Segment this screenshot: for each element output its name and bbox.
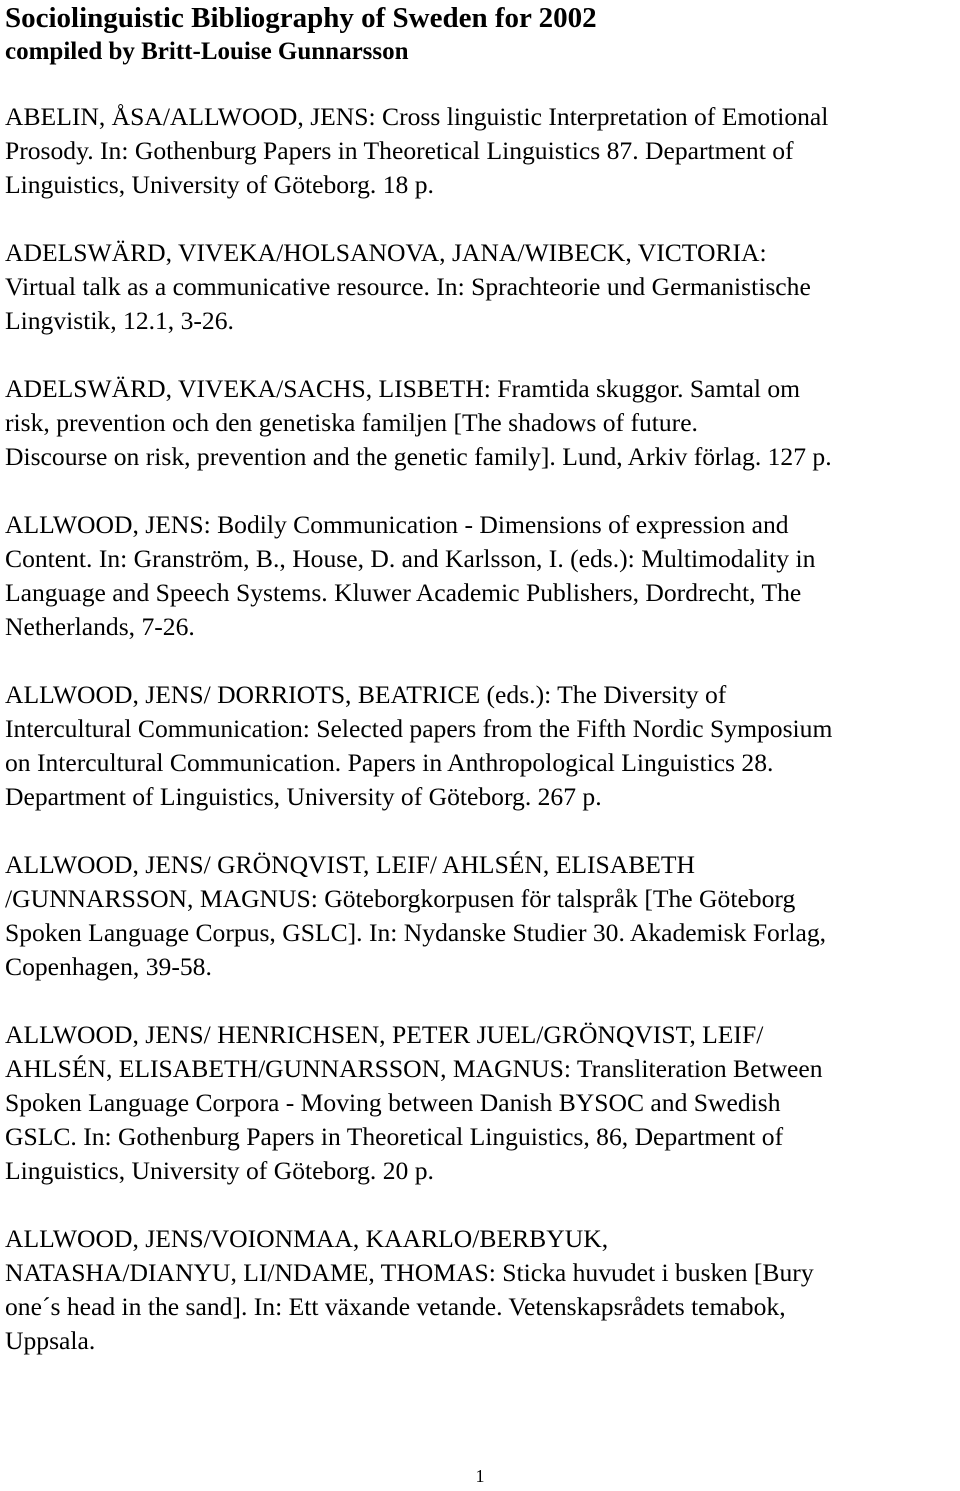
entry-line: Linguistics, University of Göteborg. 18 p.	[5, 170, 434, 199]
bibliography-entry	[5, 372, 960, 474]
entry-line: ADELSWÄRD, VIVEKA/SACHS, LISBETH: Framtida skuggor. Samtal om	[5, 374, 801, 403]
entry-line: ALLWOOD, JENS/ DORRIOTS, BEATRICE (eds.): The Diversity of	[5, 680, 727, 709]
entry-line: Discourse on risk, prevention and the genetic family]. Lund, Arkiv förlag. 127 p.	[5, 442, 832, 471]
page-number: 1	[475, 1466, 485, 1486]
bibliography-entry	[5, 508, 960, 644]
entry-line: one´s head in the sand]. In: Ett växande vetande. Vetenskapsrådets temabok,	[5, 1292, 786, 1321]
bibliography-entry	[5, 1018, 960, 1188]
bibliography-entry	[5, 848, 960, 984]
entry-line: Intercultural Communication: Selected papers from the Fifth Nordic Symposium	[5, 714, 833, 743]
entry-line: ALLWOOD, JENS/ HENRICHSEN, PETER JUEL/GRÖNQVIST, LEIF/	[5, 1020, 764, 1049]
entry-line: Prosody. In: Gothenburg Papers in Theoretical Linguistics 87. Department of	[5, 136, 794, 165]
bibliography-entry	[5, 1222, 960, 1358]
bibliography-entry	[5, 100, 960, 202]
entry-line: ALLWOOD, JENS: Bodily Communication - Dimensions of expression and	[5, 510, 789, 539]
entry-line: Spoken Language Corpus, GSLC]. In: Nydanske Studier 30. Akademisk Forlag,	[5, 918, 827, 947]
entry-line: ADELSWÄRD, VIVEKA/HOLSANOVA, JANA/WIBECK, VICTORIA:	[5, 238, 767, 267]
entry-line: GSLC. In: Gothenburg Papers in Theoretical Linguistics, 86, Department of	[5, 1122, 784, 1151]
compiler-byline: compiled by Britt-Louise Gunnarsson	[5, 38, 409, 65]
entry-line: Language and Speech Systems. Kluwer Academic Publishers, Dordrecht, The	[5, 578, 802, 607]
entry-line: NATASHA/DIANYU, LI/NDAME, THOMAS: Sticka huvudet i busken [Bury	[5, 1258, 814, 1287]
entry-line: ALLWOOD, JENS/VOIONMAA, KAARLO/BERBYUK,	[5, 1224, 609, 1253]
document-page	[5, 0, 960, 1392]
entry-line: ALLWOOD, JENS/ GRÖNQVIST, LEIF/ AHLSÉN, ELISABETH	[5, 850, 696, 879]
entry-line: Netherlands, 7-26.	[5, 612, 195, 641]
entry-line: /GUNNARSSON, MAGNUS: Göteborgkorpusen för talspråk [The Göteborg	[5, 884, 796, 913]
bibliography-entry	[5, 236, 960, 338]
entry-line: Linguistics, University of Göteborg. 20 p.	[5, 1156, 434, 1185]
entry-line: Uppsala.	[5, 1326, 96, 1355]
entry-line: Content. In: Granström, B., House, D. and Karlsson, I. (eds.): Multimodality in	[5, 544, 816, 573]
entry-line: risk, prevention och den genetiska familjen [The shadows of future.	[5, 408, 698, 437]
bibliography-list	[5, 100, 960, 1358]
entry-line: Copenhagen, 39-58.	[5, 952, 212, 981]
entry-line: AHLSÉN, ELISABETH/GUNNARSSON, MAGNUS: Transliteration Between	[5, 1054, 823, 1083]
bibliography-entry	[5, 678, 960, 814]
entry-line: Spoken Language Corpora - Moving between Danish BYSOC and Swedish	[5, 1088, 781, 1117]
entry-line: on Intercultural Communication. Papers in Anthropological Linguistics 28.	[5, 748, 774, 777]
page-title: Sociolinguistic Bibliography of Sweden for 2002	[5, 2, 597, 34]
entry-line: Department of Linguistics, University of Göteborg. 267 p.	[5, 782, 602, 811]
entry-line: ABELIN, ÅSA/ALLWOOD, JENS: Cross linguistic Interpretation of Emotional	[5, 102, 829, 131]
entry-line: Virtual talk as a communicative resource. In: Sprachteorie und Germanistische	[5, 272, 811, 301]
entry-line: Lingvistik, 12.1, 3-26.	[5, 306, 234, 335]
